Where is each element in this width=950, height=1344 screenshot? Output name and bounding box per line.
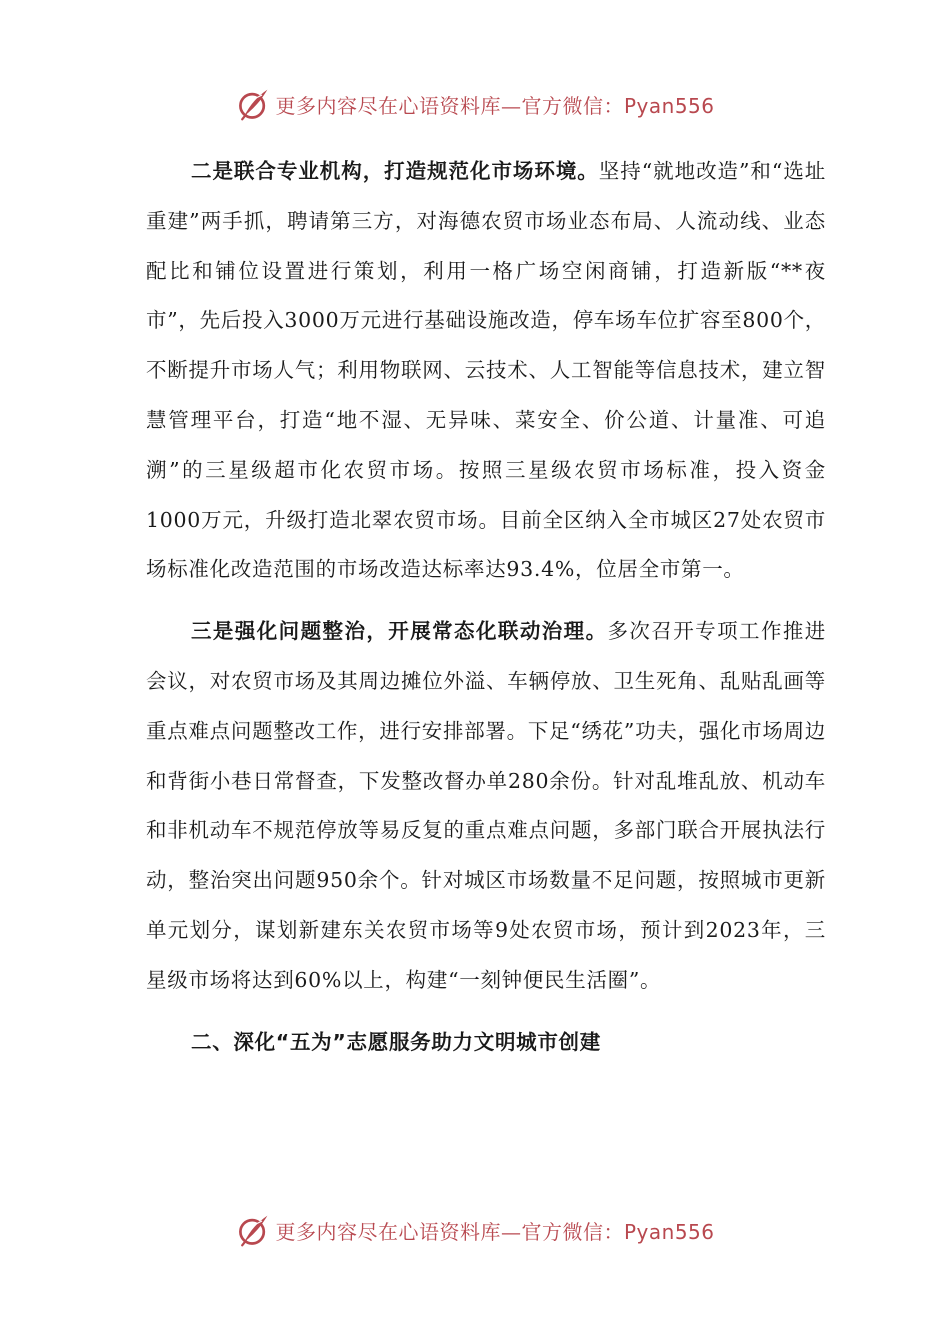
- paragraph-lead: 三是强化问题整治，开展常态化联动治理。: [191, 619, 608, 644]
- paragraph-lead: 二是联合专业机构，打造规范化市场环境。: [191, 159, 599, 183]
- section-heading: 二、深化“五为”志愿服务助力文明城市创建: [191, 1029, 601, 1054]
- watermark-text: 更多内容尽在心语资料库—官方微信：Pyan556: [275, 1219, 715, 1244]
- watermark-text: 更多内容尽在心语资料库—官方微信：Pyan556: [275, 93, 715, 118]
- quill-pen-logo-icon: [235, 1212, 271, 1248]
- paragraph-market-environment: [146, 147, 826, 595]
- header-watermark-banner: [0, 84, 950, 124]
- paragraph-text: 多次召开专项工作推进会议，对农贸市场及其周边摊位外溢、车辆停放、卫生死角、乱贴乱画等重点难点问题整改工作，进行安排部署。下足“绣花”功夫，强化市场周边和背街小巷日常督查，下发整改督办单280余份。针对乱堆乱放、机动车和非机动车不规范停放等易反复的重点难点问题，多部门联合开展执法行动，整治突出问题950余个。针对城区市场数量不足问题，按照城市更新单元划分，谋划新建东关农贸市场等9处农贸市场，预计到2023年，三星级市场将达到60%以上，构建“一刻钟便民生活圈”。: [146, 619, 826, 992]
- quill-pen-logo-icon: [235, 86, 271, 122]
- footer-watermark-banner: [0, 1210, 950, 1250]
- paragraph-problem-rectification: [146, 607, 826, 1005]
- wechat-id: Pyan556: [623, 1219, 715, 1244]
- wechat-id: Pyan556: [623, 93, 715, 118]
- document-body: [146, 147, 826, 1067]
- paragraph-text: 坚持“就地改造”和“选址重建”两手抓，聘请第三方，对海德农贸市场业态布局、人流动线、业态配比和铺位设置进行策划，利用一格广场空闲商铺，打造新版“**夜市”，先后投入3000万元进行基础设施改造，停车场车位扩容至800个，不断提升市场人气；利用物联网、云技术、人工智能等信息技术，建立智慧管理平台，打造“地不湿、无异味、菜安全、价公道、计量准、可追溯”的三星级超市化农贸市场。按照三星级农贸市场标准，投入资金1000万元，升级打造北翠农贸市场。目前全区纳入全市城区27处农贸市场标准化改造范围的市场改造达标率达93.4%，位居全市第一。: [146, 159, 826, 582]
